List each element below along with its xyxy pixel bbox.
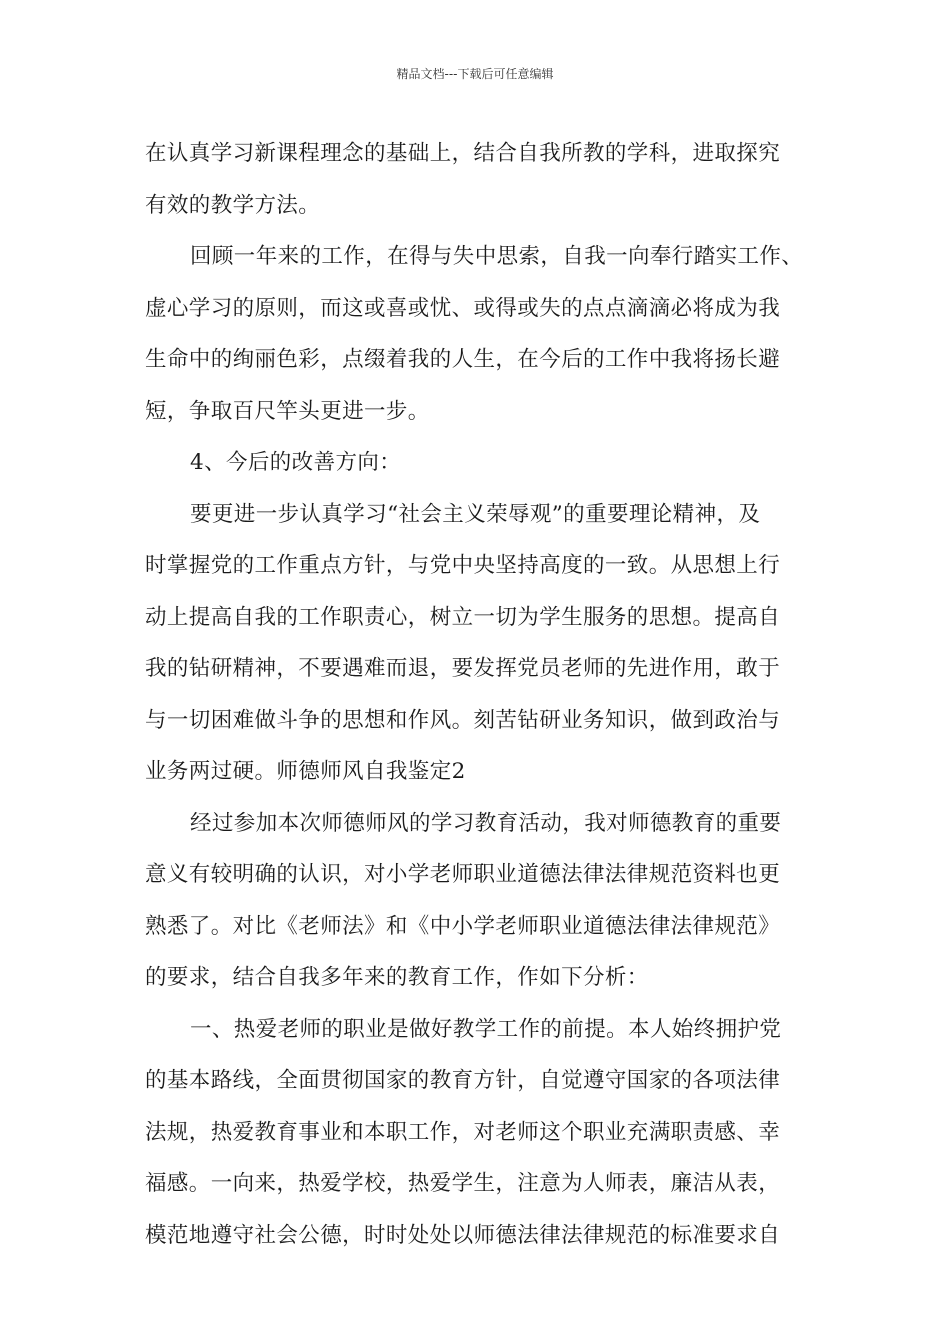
text-line: 4、今后的改善方向： [190,450,402,475]
text-line: 的要求，结合自我多年来的教育工作，作如下分析： [145,965,649,990]
text-line: 短，争取百尺竿头更进一步。 [145,398,430,424]
text-line: 回顾一年来的工作，在得与失中思索，自我一向奉行踏实工作、 [190,244,804,269]
document-body [145,128,835,1261]
text-line: 动上提高自我的工作职责心，树立一切为学生服务的思想。提高自 [145,604,781,630]
text-line: 一、热爱老师的职业是做好教学工作的前提。本人始终拥护党 [190,1016,782,1042]
text-line: 时掌握党的工作重点方针，与党中央坚持高度的一致。从思想上行 [145,553,781,578]
text-line: 意义有较明确的认识，对小学老师职业道德法律法律规范资料也更 [145,862,781,887]
text-line: 模范地遵守社会公德，时时处处以师德法律法律规范的标准要求自 [145,1222,781,1248]
text-line: 有效的教学方法。 [145,192,321,218]
text-line: 我的钻研精神，不要遇难而退，要发挥党员老师的先进作用，敢于 [145,656,781,681]
text-line: 福感。一向来，热爱学校，热爱学生，注意为人师表，廉洁从表， [145,1171,781,1196]
text-line: 法规，热爱教育事业和本职工作，对老师这个职业充满职责感、幸 [145,1119,781,1145]
text-line: 在认真学习新课程理念的基础上，结合自我所教的学科，进取探究 [145,141,781,166]
text-line: 虚心学习的原则，而这或喜或忧、或得或失的点点滴滴必将成为我 [145,295,781,321]
text-line: 熟悉了。对比《老师法》和《中小学老师职业道德法律法律规范》 [145,913,781,939]
text-line: 生命中的绚丽色彩，点缀着我的人生，在今后的工作中我将扬长避 [145,347,781,372]
text-line: 与一切困难做斗争的思想和作风。刻苦钻研业务知识，做到政治与 [145,707,781,733]
text-line: 业务两过硬。师德师风自我鉴定2 [145,759,466,784]
text-line: 要更进一步认真学习“社会主义荣辱观”的重要理论精神，及 [190,501,761,527]
text-line: 经过参加本次师德师风的学习教育活动，我对师德教育的重要 [190,810,782,836]
text-line: 的基本路线，全面贯彻国家的教育方针，自觉遵守国家的各项法律 [145,1068,781,1093]
page-header: 精品文档---下载后可任意编辑 [396,67,554,81]
